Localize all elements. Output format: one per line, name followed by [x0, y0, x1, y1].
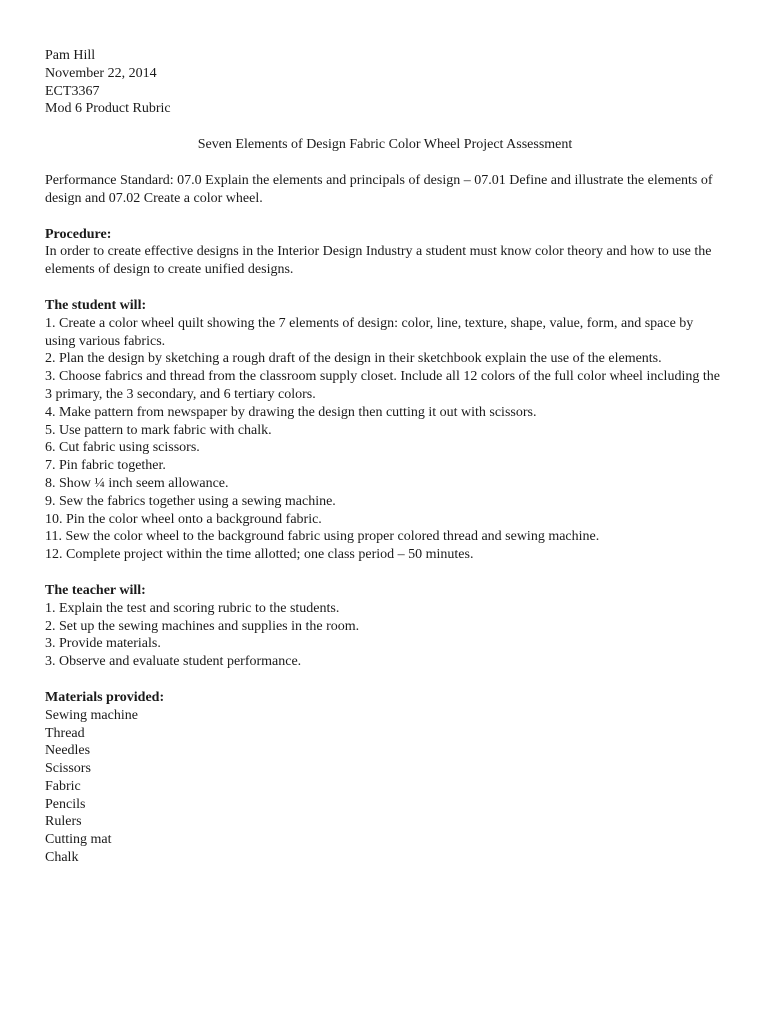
list-item: 3. Observe and evaluate student performance. [45, 654, 302, 670]
list-item: Rulers [45, 814, 82, 830]
procedure-heading: Procedure: [45, 226, 112, 242]
list-item: Cutting mat [45, 832, 112, 848]
list-item: 3. Provide materials. [45, 636, 161, 652]
module-name: Mod 6 Product Rubric [45, 101, 171, 117]
list-item: 2. Plan the design by sketching a rough draft of the design in their sketchbook explain the use of the elements. [45, 351, 662, 367]
list-item: 1. Create a color wheel quilt showing the 7 elements of design: color, line, texture, shape, value, form, and space by using various fabrics. [45, 315, 694, 349]
student-list [45, 315, 725, 564]
student-section [45, 297, 725, 564]
list-item: Pencils [45, 796, 86, 812]
list-item: Fabric [45, 778, 81, 794]
header-block [45, 47, 725, 118]
student-heading: The student will: [45, 297, 147, 313]
performance-standard: Performance Standard: 07.0 Explain the elements and principals of design – 07.01 Define and illustrate the elements of design and 07.02 Create a color wheel. [45, 172, 713, 206]
document-title: Seven Elements of Design Fabric Color Wheel Project Assessment [197, 137, 573, 153]
teacher-list [45, 600, 725, 671]
document-page [45, 47, 725, 867]
materials-heading: Materials provided: [45, 689, 165, 705]
list-item: 5. Use pattern to mark fabric with chalk. [45, 422, 272, 438]
list-item: 4. Make pattern from newspaper by drawing the design then cutting it out with scissors. [45, 404, 537, 420]
materials-section [45, 689, 725, 867]
list-item: 3. Choose fabrics and thread from the classroom supply closet. Include all 12 colors of the full color wheel including the 3 primary, the 3 secondary, and 6 tertiary colors. [45, 369, 720, 402]
list-item: Sewing machine [45, 707, 138, 723]
list-item: Chalk [45, 850, 79, 866]
list-item: 8. Show ¼ inch seem allowance. [45, 475, 229, 491]
list-item: Thread [45, 725, 85, 741]
list-item: 1. Explain the test and scoring rubric to the students. [45, 600, 340, 616]
procedure-text: In order to create effective designs in the Interior Design Industry a student must know color theory and how to use the elements of design to create unified designs. [45, 244, 712, 278]
list-item: 6. Cut fabric using scissors. [45, 440, 200, 456]
course-code: ECT3367 [45, 83, 100, 99]
document-date: November 22, 2014 [45, 65, 157, 81]
procedure-section [45, 226, 725, 279]
list-item: 2. Set up the sewing machines and supplies in the room. [45, 618, 360, 634]
list-item: 10. Pin the color wheel onto a background fabric. [45, 511, 322, 527]
teacher-heading: The teacher will: [45, 582, 146, 598]
list-item: 9. Sew the fabrics together using a sewing machine. [45, 493, 336, 509]
author-name: Pam Hill [45, 48, 96, 63]
teacher-section [45, 582, 725, 671]
list-item: Needles [45, 743, 91, 759]
list-item: 11. Sew the color wheel to the background fabric using proper colored thread and sewing machine. [45, 529, 600, 545]
list-item: 7. Pin fabric together. [45, 458, 166, 474]
list-item: Scissors [45, 761, 91, 777]
list-item: 12. Complete project within the time allotted; one class period – 50 minutes. [45, 547, 474, 563]
materials-list [45, 707, 725, 867]
